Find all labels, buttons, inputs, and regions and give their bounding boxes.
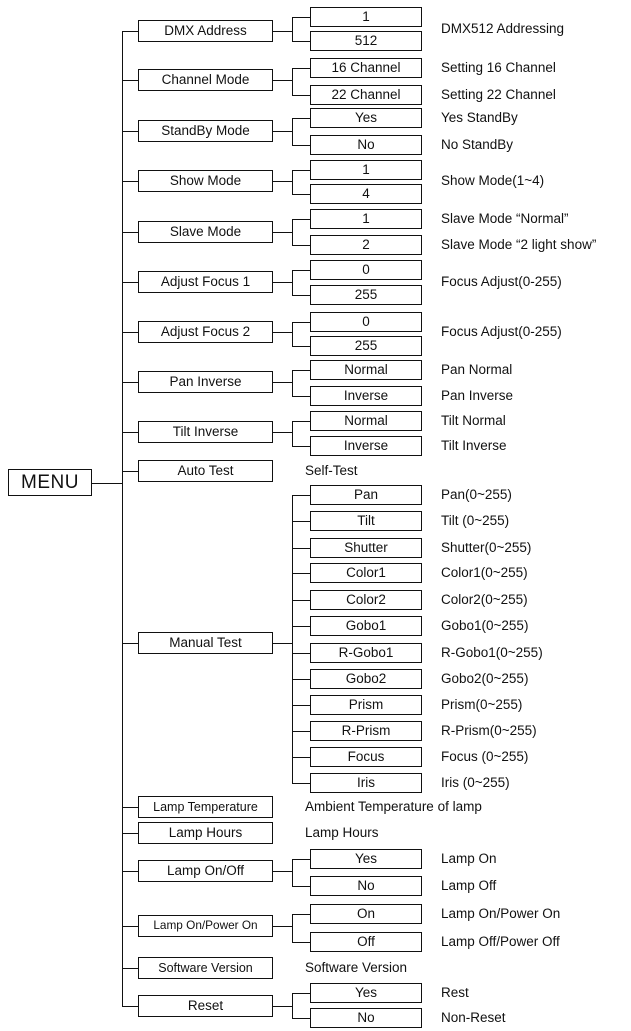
option-description: Focus Adjust(0-255) <box>441 274 562 289</box>
branch-connector <box>273 1006 292 1007</box>
option-connector <box>292 245 310 246</box>
branch-connector <box>273 31 292 32</box>
item-connector <box>122 1006 138 1007</box>
option-connector <box>292 396 310 397</box>
option-box: No <box>310 135 422 155</box>
option-connector <box>292 118 310 119</box>
option-box: 255 <box>310 285 422 305</box>
branch-vertical-line <box>292 859 293 886</box>
option-box: 512 <box>310 31 422 51</box>
menu-item-box: Reset <box>138 995 273 1017</box>
option-box: Iris <box>310 773 422 793</box>
option-connector <box>292 914 310 915</box>
option-box: 1 <box>310 209 422 229</box>
option-description: Slave Mode “2 light show” <box>441 237 597 252</box>
option-connector <box>292 270 310 271</box>
item-description: Lamp Hours <box>305 825 379 840</box>
option-description: Lamp Off <box>441 878 497 893</box>
menu-item-box: Tilt Inverse <box>138 421 273 443</box>
root-connector <box>92 483 122 484</box>
option-box: Pan <box>310 485 422 505</box>
item-connector <box>122 80 138 81</box>
option-connector <box>292 600 310 601</box>
branch-connector <box>273 80 292 81</box>
item-connector <box>122 926 138 927</box>
option-connector <box>292 17 310 18</box>
option-connector <box>292 446 310 447</box>
option-description: No StandBy <box>441 137 514 152</box>
option-connector <box>292 421 310 422</box>
option-box: On <box>310 904 422 924</box>
menu-item-box: Adjust Focus 1 <box>138 271 273 293</box>
option-description: Tilt (0~255) <box>441 513 510 528</box>
option-box: 255 <box>310 336 422 356</box>
option-description: Pan(0~255) <box>441 487 512 502</box>
branch-connector <box>273 643 292 644</box>
branch-connector <box>273 382 292 383</box>
option-box: 0 <box>310 312 422 332</box>
branch-connector <box>273 232 292 233</box>
menu-item-box: Lamp Hours <box>138 822 273 844</box>
option-box: Inverse <box>310 436 422 456</box>
option-connector <box>292 1018 310 1019</box>
menu-item-box: Pan Inverse <box>138 371 273 393</box>
option-connector <box>292 219 310 220</box>
option-connector <box>292 626 310 627</box>
option-box: R-Gobo1 <box>310 643 422 663</box>
branch-vertical-line <box>292 219 293 245</box>
option-description: Shutter(0~255) <box>441 540 532 555</box>
option-connector <box>292 495 310 496</box>
branch-vertical-line <box>292 495 293 783</box>
branch-vertical-line <box>292 170 293 194</box>
option-box: Tilt <box>310 511 422 531</box>
menu-root-box: MENU <box>8 469 92 496</box>
option-description: Lamp On <box>441 851 497 866</box>
option-connector <box>292 731 310 732</box>
main-trunk-line <box>122 31 123 1006</box>
option-box: Yes <box>310 849 422 869</box>
option-description: Focus Adjust(0-255) <box>441 324 562 339</box>
option-connector <box>292 194 310 195</box>
item-connector <box>122 282 138 283</box>
branch-connector <box>273 332 292 333</box>
option-box: Gobo1 <box>310 616 422 636</box>
branch-vertical-line <box>292 370 293 396</box>
option-box: 16 Channel <box>310 58 422 78</box>
option-connector <box>292 783 310 784</box>
option-description: R-Prism(0~255) <box>441 723 537 738</box>
item-connector <box>122 332 138 333</box>
branch-connector <box>273 181 292 182</box>
option-description: Tilt Inverse <box>441 438 507 453</box>
option-description: Tilt Normal <box>441 413 506 428</box>
option-box: Shutter <box>310 538 422 558</box>
branch-vertical-line <box>292 17 293 41</box>
item-connector <box>122 432 138 433</box>
menu-item-box: DMX Address <box>138 20 273 42</box>
option-description: Setting 22 Channel <box>441 87 556 102</box>
branch-vertical-line <box>292 914 293 942</box>
option-description: Show Mode(1~4) <box>441 173 545 188</box>
option-description: Lamp On/Power On <box>441 906 561 921</box>
item-connector <box>122 833 138 834</box>
option-box: Off <box>310 932 422 952</box>
option-box: Gobo2 <box>310 669 422 689</box>
option-connector <box>292 573 310 574</box>
option-box: 0 <box>310 260 422 280</box>
menu-item-box: Adjust Focus 2 <box>138 321 273 343</box>
menu-item-box: Lamp On/Power On <box>138 915 273 937</box>
branch-vertical-line <box>292 421 293 446</box>
option-description: Rest <box>441 985 469 1000</box>
option-description: Iris (0~255) <box>441 775 510 790</box>
branch-connector <box>273 871 292 872</box>
item-description: Software Version <box>305 960 408 975</box>
menu-item-box: Slave Mode <box>138 221 273 243</box>
option-box: Focus <box>310 747 422 767</box>
option-connector <box>292 346 310 347</box>
option-connector <box>292 95 310 96</box>
option-description: Color2(0~255) <box>441 592 528 607</box>
option-description: Gobo1(0~255) <box>441 618 529 633</box>
menu-item-box: Manual Test <box>138 632 273 654</box>
option-description: Slave Mode “Normal” <box>441 211 569 226</box>
option-box: Color1 <box>310 563 422 583</box>
option-box: No <box>310 876 422 896</box>
menu-item-box: Show Mode <box>138 170 273 192</box>
option-box: Color2 <box>310 590 422 610</box>
option-connector <box>292 521 310 522</box>
option-description: DMX512 Addressing <box>441 21 565 36</box>
option-box: 1 <box>310 160 422 180</box>
option-description: Non-Reset <box>441 1010 506 1025</box>
item-connector <box>122 471 138 472</box>
option-description: Setting 16 Channel <box>441 60 556 75</box>
option-connector <box>292 170 310 171</box>
option-box: No <box>310 1008 422 1028</box>
branch-connector <box>273 282 292 283</box>
option-box: R-Prism <box>310 721 422 741</box>
branch-vertical-line <box>292 993 293 1018</box>
option-connector <box>292 942 310 943</box>
option-description: Lamp Off/Power Off <box>441 934 560 949</box>
branch-vertical-line <box>292 322 293 346</box>
item-connector <box>122 807 138 808</box>
item-connector <box>122 968 138 969</box>
menu-item-box: Auto Test <box>138 460 273 482</box>
option-connector <box>292 295 310 296</box>
option-connector <box>292 705 310 706</box>
option-box: 1 <box>310 7 422 27</box>
option-box: Normal <box>310 360 422 380</box>
option-description: Yes StandBy <box>441 110 518 125</box>
menu-item-box: StandBy Mode <box>138 120 273 142</box>
item-connector <box>122 232 138 233</box>
branch-connector <box>273 131 292 132</box>
option-connector <box>292 322 310 323</box>
menu-item-box: Lamp Temperature <box>138 796 273 818</box>
option-description: Pan Inverse <box>441 388 514 403</box>
item-description: Self-Test <box>305 463 358 478</box>
branch-vertical-line <box>292 68 293 95</box>
item-connector <box>122 131 138 132</box>
option-box: 4 <box>310 184 422 204</box>
option-description: Gobo2(0~255) <box>441 671 529 686</box>
option-box: Prism <box>310 695 422 715</box>
option-description: Pan Normal <box>441 362 513 377</box>
option-box: Normal <box>310 411 422 431</box>
option-connector <box>292 859 310 860</box>
item-description: Ambient Temperature of lamp <box>305 799 482 814</box>
option-connector <box>292 41 310 42</box>
item-connector <box>122 382 138 383</box>
option-connector <box>292 548 310 549</box>
option-description: Focus (0~255) <box>441 749 529 764</box>
option-connector <box>292 653 310 654</box>
option-connector <box>292 679 310 680</box>
item-connector <box>122 181 138 182</box>
item-connector <box>122 31 138 32</box>
option-description: Prism(0~255) <box>441 697 523 712</box>
option-connector <box>292 370 310 371</box>
option-box: Inverse <box>310 386 422 406</box>
option-box: Yes <box>310 983 422 1003</box>
option-connector <box>292 145 310 146</box>
branch-vertical-line <box>292 118 293 145</box>
option-connector <box>292 886 310 887</box>
option-description: Color1(0~255) <box>441 565 528 580</box>
option-box: Yes <box>310 108 422 128</box>
branch-connector <box>273 926 292 927</box>
item-connector <box>122 643 138 644</box>
item-connector <box>122 871 138 872</box>
menu-item-box: Lamp On/Off <box>138 860 273 882</box>
option-description: R-Gobo1(0~255) <box>441 645 543 660</box>
option-connector <box>292 993 310 994</box>
branch-vertical-line <box>292 270 293 295</box>
option-box: 22 Channel <box>310 85 422 105</box>
menu-item-box: Software Version <box>138 957 273 979</box>
option-box: 2 <box>310 235 422 255</box>
option-connector <box>292 757 310 758</box>
option-connector <box>292 68 310 69</box>
branch-connector <box>273 432 292 433</box>
menu-item-box: Channel Mode <box>138 69 273 91</box>
